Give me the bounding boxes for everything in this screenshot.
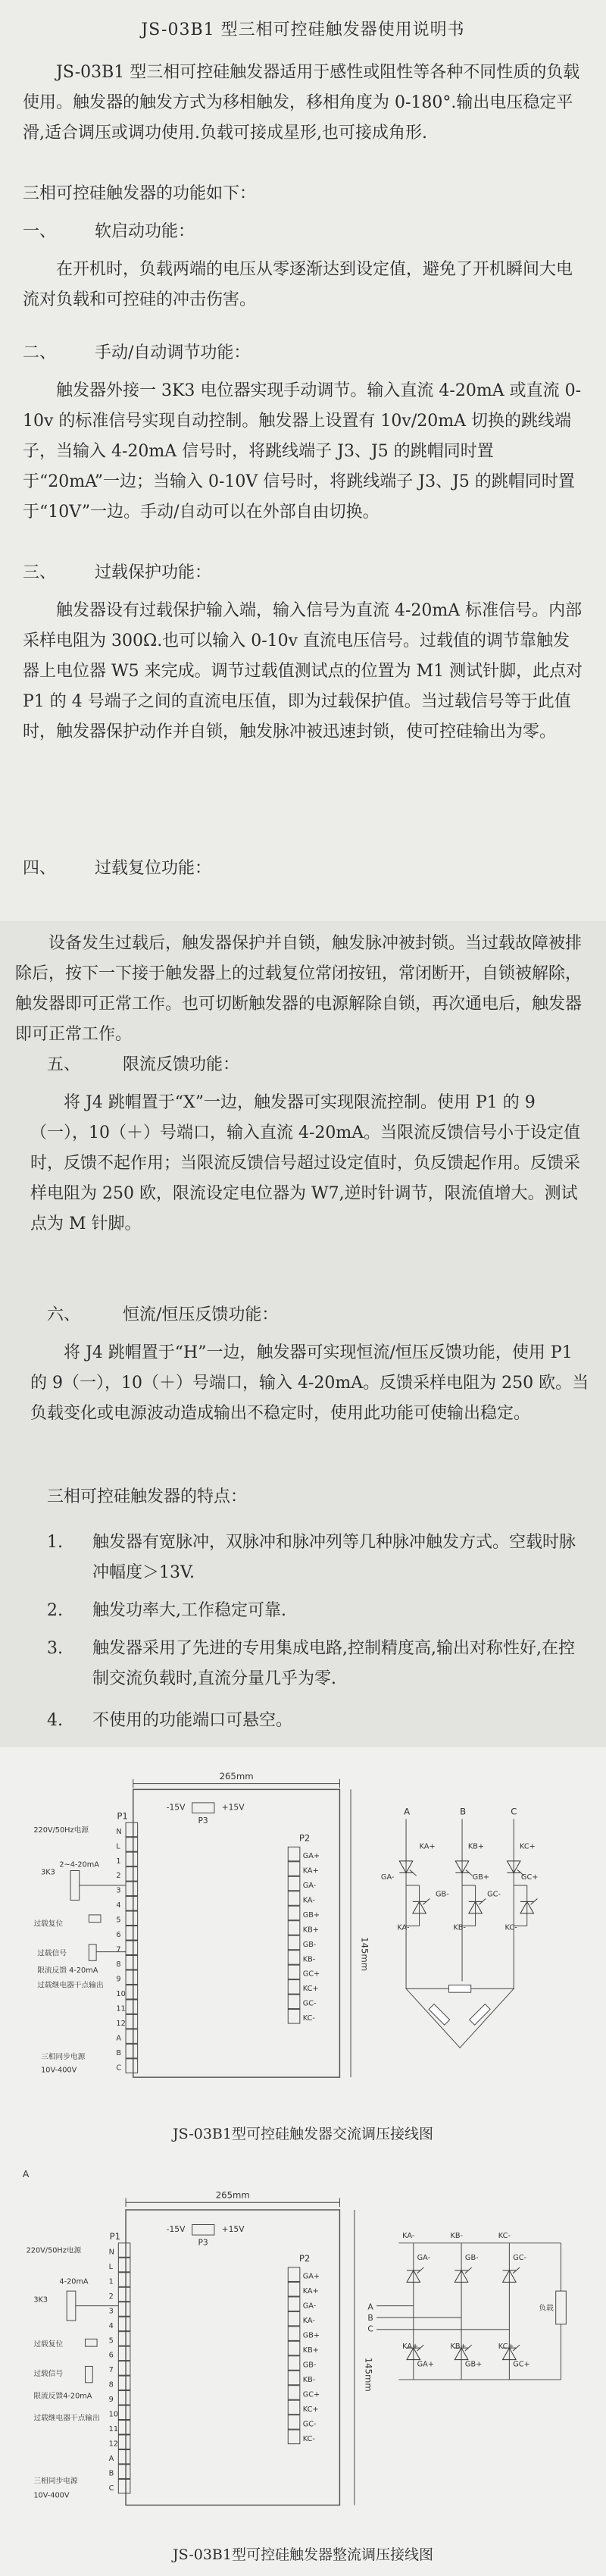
d1-c10: KC-	[504, 1923, 517, 1932]
d2-p1-terminal-label: N	[108, 2248, 114, 2257]
d1-p1-label: P1	[117, 1810, 128, 1822]
features-title: 三相可控硅触发器的特点：	[47, 1487, 248, 1506]
d2-p1-terminal-label: 11	[108, 2425, 119, 2434]
d2-left-label-7: 三相同步电源	[33, 2477, 78, 2486]
d2-load-resistor	[556, 2291, 567, 2324]
d1-p1-terminal-label: 5	[116, 1916, 121, 1925]
d1-p2-terminal-label: KA+	[302, 1866, 319, 1876]
d2-p2-terminal-label: GC+	[302, 2390, 320, 2399]
d1-p2-terminal-label: GB-	[302, 1940, 317, 1949]
d1-c0: KA+	[419, 1842, 436, 1851]
d1-p3-right: +15V	[221, 1802, 245, 1813]
d2-p1-cell	[118, 2258, 130, 2272]
d2-phase-b: B	[367, 2313, 373, 2324]
d1-p1-terminal-label: 4	[116, 1901, 121, 1910]
d2-p2-cell	[288, 2327, 300, 2341]
feature-4-text: 不使用的功能端口可悬空。	[92, 1711, 293, 1730]
d1-left-label-1: 3K3	[41, 1868, 55, 1877]
wiring-diagrams	[0, 1747, 606, 2576]
d1-p1-cell	[126, 1941, 138, 1955]
d2-left-label-6: 过载继电器干点输出	[33, 2414, 100, 2423]
section-2-num: 二、	[23, 343, 57, 362]
d1-p1-cell	[126, 2059, 138, 2073]
d1-p1-terminal-label: 9	[116, 1975, 121, 1984]
d2-height-label: 145mm	[363, 2357, 374, 2392]
section-3-heading	[23, 558, 211, 588]
d1-p2-cell	[288, 1995, 300, 2009]
d1-p2-cell	[288, 2010, 300, 2024]
d2-p1-terminal-label: 2	[108, 2292, 114, 2301]
section-5-num: 五、	[47, 1055, 81, 1074]
d2-p2-cell	[288, 2430, 300, 2444]
d1-p2-cell	[288, 1862, 300, 1876]
d2-p1-cell	[118, 2273, 130, 2287]
d1-c1: KB+	[467, 1842, 485, 1851]
d1-p1-terminal-label: 11	[116, 2004, 126, 2013]
d1-p1-terminal-label: L	[116, 1842, 120, 1851]
ac-wiring-diagram	[15, 1763, 576, 2119]
d1-p1-cell	[126, 1838, 138, 1852]
d1-p2-terminal-label: KA-	[302, 1896, 315, 1905]
section-5-heading	[47, 1050, 239, 1080]
d2-p3-right: +15V	[221, 2224, 245, 2235]
d2-p1-cell	[118, 2391, 130, 2405]
d1-p1-cell	[126, 1911, 138, 1926]
intro-paragraph: JS-03B1 型三相可控硅触发器适用于感性或阻性等各种不同性质的负载使用。触发器的触发方式为移相触发，移相角度为 0-180°.输出电压稳定平滑,适合调压或调功使用.负载可接成星形,也可接成角形.	[23, 63, 580, 143]
d1-left-label-8: 10V-400V	[41, 2066, 77, 2075]
d1-p1-terminal-label: 8	[116, 1960, 121, 1970]
section-2-title: 手动/自动调节功能：	[95, 343, 251, 362]
section-1-body: 在开机时，负载两端的电压从零逐渐达到设定值，避免了开机瞬间大电流对负载和可控硅的冲击伤害。	[23, 260, 573, 309]
d2-p2-terminal-label: GB-	[302, 2361, 317, 2370]
d2-p2-label: P2	[298, 2253, 311, 2264]
d2-p1-cell	[118, 2361, 130, 2376]
d2-left-label-3: 过载复位	[33, 2340, 64, 2349]
d2-low-1: KB+	[450, 2343, 467, 2352]
d2-p1-cell	[118, 2435, 130, 2449]
d2-p1-terminal-label: 9	[108, 2396, 114, 2405]
d2-p1-terminal-label: A	[108, 2455, 114, 2464]
d1-p1-cell	[126, 2044, 138, 2058]
feature-3-text: 触发器采用了先进的专用集成电路,控制精度高,输出对称性好,在控制交流负载时,直流分量几乎为零.	[92, 1639, 575, 1688]
d2-p2-cell	[288, 2371, 300, 2385]
d2-p1-terminal-label: 8	[108, 2380, 114, 2390]
d2-top-1: KB-	[450, 2232, 464, 2240]
section-4-title: 过载复位功能：	[95, 859, 212, 878]
d1-p1-terminal-label: 6	[116, 1931, 121, 1940]
d1-p1-terminal-label: 2	[116, 1872, 121, 1881]
d1-p2-terminal-label: GC-	[302, 1999, 317, 2008]
d2-p1-terminal-label: 4	[108, 2321, 114, 2330]
section-3-title: 过载保护功能：	[95, 563, 212, 582]
dc-wiring-diagram	[15, 2161, 576, 2540]
feature-1	[47, 1528, 591, 1588]
section-5-body: 将 J4 跳帽置于“X”一边，触发器可实现限流控制。使用 P1 的 9（一），10（＋）号端口，输入直流 4-20mA。当限流反馈信号小于设定值时，反馈不起作用；当限流反馈信号超过设定值时，负反馈起作用。反馈采样电阻为 250 欧，限流设定电位器为 W7,逆时针调节，限流值增大。测试点为 M 针脚。	[30, 1093, 581, 1233]
d2-low-0: KA+	[402, 2343, 419, 2352]
d1-p2-terminal-label: KC+	[302, 1985, 319, 1994]
d1-caption: JS-03B1型可控硅触发器交流调压接线图	[173, 2126, 433, 2142]
d2-low-2: KC+	[498, 2343, 514, 2352]
section-4-body: 设备发生过载后，触发器保护并自锁，触发脉冲被封锁。当过载故障被排除后，按下一下接于触发器上的过载复位常闭按钮，常闭断开，自锁被解除，触发器即可正常工作。也可切断触发器的电源解除自锁，再次通电后，触发器即可正常工作。	[15, 934, 583, 1044]
d2-mid-0: GA-	[417, 2254, 431, 2263]
feature-4	[47, 1706, 292, 1736]
d1-left-label-4: 过载信号	[37, 1949, 67, 1958]
d1-c2: KC+	[520, 1842, 536, 1851]
d2-p1-cell	[118, 2465, 130, 2479]
d2-p2-terminal-label: KA+	[302, 2287, 319, 2296]
d1-p2-label: P2	[298, 1832, 311, 1844]
d1-p1-terminal-label: N	[116, 1827, 122, 1836]
d2-left-label-0: 220V/50Hz电源	[26, 2246, 82, 2255]
functions-intro: 三相可控硅触发器的功能如下：	[23, 184, 257, 203]
d1-c3: GA-	[380, 1873, 395, 1882]
d2-p1-terminal-label: 5	[108, 2336, 114, 2346]
d1-p1-cell	[126, 1985, 138, 1999]
d2-p1-cell	[118, 2376, 130, 2390]
d2-corner-label: A	[22, 2168, 30, 2180]
d1-c5: GC+	[520, 1873, 539, 1882]
section-2-body: 触发器外接一 3K3 电位器实现手动调节。输入直流 4-20mA 或直流 0-10v 的标准信号实现自动控制。触发器上设置有 10v/20mA 切换的跳线端子，当输入 4-20mA 信号时，将跳线端子 J3、J5 的跳帽同时置于“20mA”一边；当输入 0-10V 信号时，将跳线端子 J3、J5 的跳帽同时置于“10V”一边。手动/自动可以在外部自由切换。	[23, 381, 582, 522]
d2-width-label: 265mm	[215, 2189, 250, 2201]
d2-left-label-2: 3K3	[33, 2296, 48, 2305]
d1-p2-cell	[288, 1965, 300, 1979]
d1-p1-cell	[126, 2000, 138, 2014]
d1-p3-left: -15V	[166, 1802, 186, 1813]
d2-p2-terminal-label: GC-	[302, 2420, 317, 2429]
feature-2-text: 触发功率大,工作稳定可靠.	[92, 1601, 286, 1620]
d2-p1-label: P1	[109, 2230, 121, 2242]
d1-phase-a: A	[404, 1806, 411, 1817]
d1-p1-cell	[126, 1926, 138, 1941]
d2-p2-cell	[288, 2341, 300, 2355]
d2-load-label: 负载	[539, 2304, 554, 2313]
d2-p1-cell	[118, 2287, 130, 2302]
d2-p2-terminal-label: KB-	[302, 2375, 316, 2384]
d2-p1-cell	[118, 2346, 130, 2361]
d2-phase-c: C	[367, 2324, 373, 2334]
d1-width-label: 265mm	[219, 1770, 254, 1782]
d2-p1-cell	[118, 2332, 130, 2346]
d1-p2-terminal-label: KB-	[302, 1955, 316, 1964]
manual-part-1	[0, 0, 606, 921]
d1-p2-terminal-label: KC-	[302, 2014, 315, 2023]
d1-left-label-6: 过载继电器干点输出	[37, 1981, 104, 1990]
d1-height-label: 145mm	[359, 1937, 370, 1972]
section-4-num: 四、	[23, 859, 57, 878]
d2-p1-terminal-label: C	[108, 2484, 114, 2493]
d2-p3-left: -15V	[166, 2224, 186, 2235]
d1-c6: GB-	[436, 1890, 449, 1899]
d2-left-label-8: 10V-400V	[33, 2491, 70, 2500]
d2-mid-1: GB-	[464, 2254, 479, 2263]
d1-p1-terminal-label: 3	[116, 1886, 121, 1895]
d2-top-2: KC-	[498, 2232, 511, 2240]
d2-p2-cell	[288, 2386, 300, 2400]
d1-c4: GB+	[472, 1873, 490, 1882]
d1-p2-cell	[288, 1951, 300, 1965]
d1-p2-terminal-label: GB+	[302, 1910, 320, 1919]
d2-p1-terminal-label: 1	[108, 2277, 114, 2286]
d2-p2-cell	[288, 2282, 300, 2296]
d1-p1-terminal-label: 7	[116, 1945, 121, 1954]
d1-p1-cell	[126, 2029, 138, 2044]
d2-p1-terminal-label: 7	[108, 2366, 114, 2375]
d2-p2-cell	[288, 2297, 300, 2311]
d1-left-label-5: 限流反馈 4-20mA	[37, 1966, 98, 1975]
d2-top-0: KA-	[402, 2232, 415, 2240]
d2-p1-terminal-label: 3	[108, 2307, 114, 2316]
d2-p1-terminal-label: L	[108, 2262, 114, 2271]
d1-p1-terminal-label: 10	[116, 1990, 126, 1999]
d1-p2-cell	[288, 1921, 300, 1935]
d1-p3-label: P3	[198, 1816, 208, 1826]
section-6-body: 将 J4 跳帽置于“H”一边，触发器可实现恒流/恒压反馈功能，使用 P1 的 9（一），10（＋）号端口，输入 4-20mA。反馈采样电阻为 250 欧。当负载变化或电源波动造成输出不稳定时，使用此功能可使输出稳定。	[30, 1343, 589, 1423]
d1-p2-cell	[288, 1906, 300, 1920]
d1-p2-terminal-label: GA+	[302, 1851, 320, 1860]
feature-3	[47, 1634, 591, 1694]
d1-p1-cell	[126, 2014, 138, 2029]
d1-p2-cell	[288, 1980, 300, 1995]
d1-p1-cell	[126, 1970, 138, 1985]
d1-phase-b: B	[460, 1806, 467, 1817]
d2-p2-terminal-block	[288, 2267, 320, 2444]
feature-4-num: 4.	[47, 1711, 63, 1730]
section-1-heading	[23, 217, 195, 247]
d2-phase-a: A	[367, 2302, 373, 2312]
d2-caption: JS-03B1型可控硅触发器整流调压接线图	[173, 2546, 433, 2563]
d1-left-label-0: 220V/50Hz电源	[33, 1825, 89, 1835]
document-title: JS-03B1 型三相可控硅触发器使用说明书	[141, 20, 465, 39]
d2-p2-terminal-label: KC+	[302, 2405, 319, 2414]
d1-c9: KB-	[453, 1923, 466, 1932]
d1-p1-cell	[126, 1867, 138, 1882]
d2-p2-terminal-label: GA+	[302, 2272, 320, 2281]
section-1-num: 一、	[23, 222, 57, 241]
d1-left-label-3: 过载复位	[33, 1919, 64, 1929]
d1-p1-cell	[126, 1897, 138, 1911]
d2-p2-cell	[288, 2311, 300, 2326]
feature-3-num: 3.	[47, 1639, 63, 1658]
d1-p2-terminal-label: KB+	[302, 1926, 319, 1935]
d1-p1-cell	[126, 1955, 138, 1970]
d2-p1-cell	[118, 2405, 130, 2420]
feature-1-num: 1.	[47, 1533, 63, 1552]
d1-p2-terminal-label: GA-	[302, 1881, 317, 1890]
d1-p1-terminal-label: 12	[116, 2019, 126, 2028]
d2-p1-terminal-label: 6	[108, 2351, 114, 2360]
d2-p2-terminal-label: KB+	[302, 2346, 319, 2355]
d1-p1-terminal-label: 1	[116, 1857, 121, 1866]
d2-p2-terminal-label: GA-	[302, 2302, 317, 2311]
d1-p1-cell	[126, 1822, 138, 1837]
d1-left-label-7: 三相同步电源	[41, 2052, 86, 2061]
section-2-heading	[23, 338, 250, 368]
d2-p1-cell	[118, 2449, 130, 2464]
d2-p2-cell	[288, 2400, 300, 2415]
section-6-num: 六、	[47, 1305, 81, 1324]
d1-left-label-2: 2~4-20mA	[59, 1860, 99, 1869]
feature-2	[47, 1596, 286, 1626]
feature-1-text: 触发器有宽脉冲，双脉冲和脉冲列等几种脉冲触发方式。空载时脉冲幅度＞13V.	[92, 1533, 576, 1582]
d1-c7: GC-	[487, 1890, 501, 1899]
d1-p2-cell	[288, 1891, 300, 1906]
d1-p1-terminal-block	[116, 1822, 137, 2073]
section-4-heading	[23, 854, 211, 884]
d2-thyristor-bridge	[407, 2243, 520, 2380]
section-6-heading	[47, 1300, 278, 1330]
d1-p2-cell	[288, 1876, 300, 1891]
section-5-title: 限流反馈功能：	[123, 1055, 240, 1074]
d1-p2-terminal-block	[288, 1847, 320, 2023]
d2-p1-terminal-block	[109, 2243, 130, 2493]
section-3-num: 三、	[23, 563, 57, 582]
d2-p2-terminal-label: GB+	[302, 2331, 320, 2340]
d1-p1-cell	[126, 1852, 138, 1866]
section-1-title: 软启动功能：	[95, 222, 195, 241]
d2-bottom-0: GA+	[417, 2360, 434, 2369]
d2-p1-cell	[118, 2479, 130, 2493]
d2-mid-2: GC-	[513, 2254, 527, 2263]
d2-left-label-5: 限流反馈4-20mA	[33, 2392, 92, 2401]
d1-p2-terminal-label: GC+	[302, 1970, 320, 1979]
d1-p2-cell	[288, 1935, 300, 1950]
feature-2-num: 2.	[47, 1601, 63, 1620]
d2-bottom-2: GC+	[513, 2360, 530, 2369]
d1-p1-cell	[126, 1882, 138, 1896]
section-6-title: 恒流/恒压反馈功能：	[123, 1305, 279, 1324]
d1-delta-load	[406, 1988, 514, 2048]
d2-p3-label: P3	[198, 2237, 208, 2248]
d2-p1-cell	[118, 2421, 130, 2435]
d2-p1-cell	[118, 2302, 130, 2317]
d2-p2-cell	[288, 2356, 300, 2371]
section-3-body: 触发器设有过载保护输入端，输入信号为直流 4-20mA 标准信号。内部采样电阻为 300Ω.也可以输入 0-10v 直流电压信号。过载值的调节靠触发器上电位器 W5 来完成。调节过载值测试点的位置为 M1 测试针脚，此点对 P1 的 4 号端子之间的直流电压值，即为过载保护值。当过载信号等于此值时，触发器保护动作并自锁，触发脉冲被迅速封锁，使可控硅输出为零。	[23, 601, 583, 741]
d2-bottom-1: GB+	[464, 2360, 483, 2369]
d1-phase-c: C	[511, 1806, 517, 1817]
d2-p2-terminal-label: KC-	[302, 2434, 315, 2443]
d1-p1-terminal-label: A	[116, 2034, 122, 2043]
d1-thyristor-group	[399, 1861, 537, 1926]
d1-c8: KA-	[397, 1923, 410, 1932]
d2-p1-cell	[118, 2243, 130, 2258]
manual-part-2	[0, 921, 606, 1747]
d2-left-label-1: 4-20mA	[59, 2277, 89, 2286]
d1-p2-cell	[288, 1847, 300, 1861]
d2-p2-terminal-label: KA-	[302, 2316, 315, 2325]
d2-left-label-4: 过载信号	[33, 2370, 64, 2379]
d2-p2-cell	[288, 2267, 300, 2282]
d2-p1-terminal-label: 12	[108, 2440, 119, 2449]
d2-p1-terminal-label: B	[108, 2469, 114, 2478]
d1-p1-terminal-label: C	[116, 2064, 122, 2073]
d2-p1-cell	[118, 2317, 130, 2331]
d1-p1-terminal-label: B	[116, 2048, 122, 2057]
d2-p1-terminal-label: 10	[108, 2410, 119, 2419]
d2-p2-cell	[288, 2415, 300, 2430]
